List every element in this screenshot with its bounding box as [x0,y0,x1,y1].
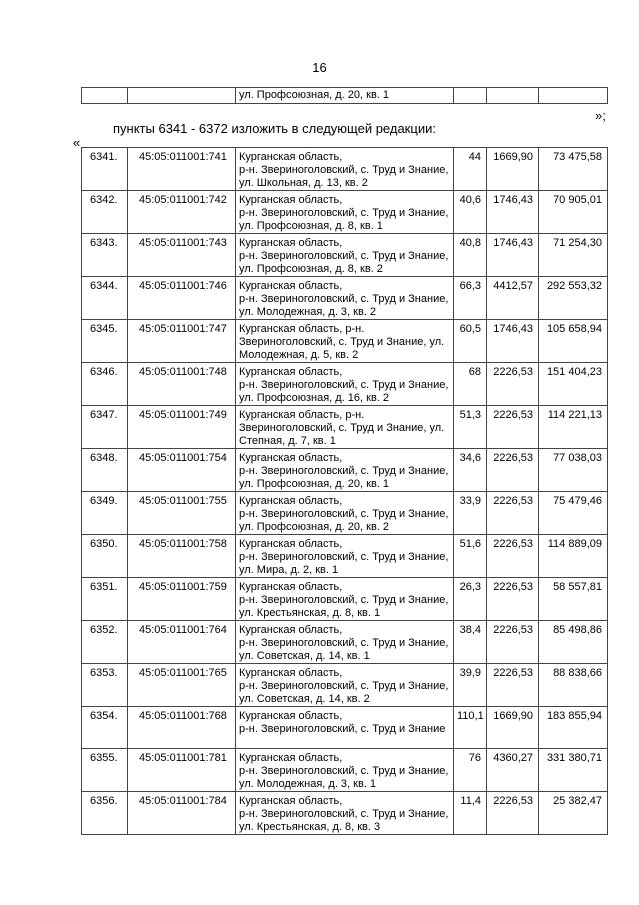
cell-price: 1669,90 [487,707,539,749]
address-line: р-н. Звериноголовский, с. Труд и Знание, [239,637,449,649]
cell-value: 75 479,46 [539,492,608,535]
address-line: Курганская область, [239,452,343,464]
cell-number: 6349. [82,492,128,535]
address-line: Курганская область, [239,495,343,507]
cell-number: 6342. [82,191,128,234]
table-row [82,191,608,234]
cell-address [236,191,454,234]
cell-cadastral: 45:05:011001:741 [128,148,236,191]
cell-value: 77 038,03 [539,449,608,492]
cell-address: ул. Профсоюзная, д. 20, кв. 1 [236,88,454,104]
cell-cadastral: 45:05:011001:747 [128,320,236,363]
cell-address [236,707,454,749]
cell-address [236,578,454,621]
cell-value: 114 889,09 [539,535,608,578]
cell-price: 1669,90 [487,148,539,191]
cell-value: 71 254,30 [539,234,608,277]
cell-number [82,88,128,104]
address-line: Курганская область, [239,667,343,679]
cell-value: 331 380,71 [539,749,608,792]
property-table [81,147,608,835]
cell-number: 6344. [82,277,128,320]
address-line: Курганская область, [239,624,343,636]
cell-price: 2226,53 [487,363,539,406]
table-row [82,749,608,792]
address-line: Курганская область, [239,366,343,378]
cell-area: 44 [454,148,487,191]
table-row [82,492,608,535]
table-row [82,707,608,749]
closing-quote: »; [595,108,606,123]
cell-cadastral: 45:05:011001:758 [128,535,236,578]
cell-price: 2226,53 [487,535,539,578]
cell-address [236,749,454,792]
cell-area: 60,5 [454,320,487,363]
cell-cadastral: 45:05:011001:765 [128,664,236,707]
address-line: ул. Профсоюзная, д. 20, кв. 2 [239,521,390,533]
address-line: Степная, д. 7, кв. 1 [239,435,336,447]
cell-value: 183 855,94 [539,707,608,749]
cell-price: 2226,53 [487,664,539,707]
cell-area: 39,9 [454,664,487,707]
cell-price: 2226,53 [487,578,539,621]
cell-price: 4360,27 [487,749,539,792]
cell-number: 6355. [82,749,128,792]
cell-value: 151 404,23 [539,363,608,406]
cell-value: 88 838,66 [539,664,608,707]
cell-price: 2226,53 [487,449,539,492]
cell-value: 25 382,47 [539,792,608,835]
cell-area: 33,9 [454,492,487,535]
address-line: р-н. Звериноголовский, с. Труд и Знание, [239,594,449,606]
cell-value: 58 557,81 [539,578,608,621]
address-line: р-н. Звериноголовский, с. Труд и Знание, [239,508,449,520]
address-line: Курганская область, [239,194,343,206]
cell-number: 6350. [82,535,128,578]
address-line: р-н. Звериноголовский, с. Труд и Знание, [239,293,449,305]
address-line: ул. Профсоюзная, д. 20, кв. 1 [239,478,390,490]
cell-number: 6354. [82,707,128,749]
address-line: ул. Крестьянская, д. 8, кв. 3 [239,821,381,833]
continuation-row [82,88,608,104]
cell-value: 292 553,32 [539,277,608,320]
cell-value: 114 221,13 [539,406,608,449]
cell-number: 6345. [82,320,128,363]
table-row [82,535,608,578]
address-line: Курганская область, [239,237,343,249]
address-line: ул. Профсоюзная, д. 16, кв. 2 [239,392,390,404]
cell-cadastral: 45:05:011001:759 [128,578,236,621]
cell-price: 2226,53 [487,792,539,835]
address-line: ул. Профсоюзная, д. 8, кв. 1 [239,220,383,232]
cell-address [236,664,454,707]
cell-area: 38,4 [454,621,487,664]
address-line: Курганская область, [239,795,343,807]
cell-address [236,148,454,191]
cell-cadastral: 45:05:011001:754 [128,449,236,492]
cell-area: 76 [454,749,487,792]
address-line: Курганская область, [239,538,343,550]
cell-cadastral: 45:05:011001:784 [128,792,236,835]
cell-cadastral: 45:05:011001:743 [128,234,236,277]
cell-address [236,363,454,406]
page-number: 16 [312,60,327,75]
cell-price: 1746,43 [487,320,539,363]
instruction-text: пункты 6341 - 6372 изложить в следующей редакции: [113,121,436,136]
table-row [82,320,608,363]
address-line: Звериноголовский, с. Труд и Знание, ул. [239,422,445,434]
cell-address [236,792,454,835]
address-line: р-н. Звериноголовский, с. Труд и Знание, [239,465,449,477]
address-line: р-н. Звериноголовский, с. Труд и Знание [239,723,446,735]
cell-number: 6353. [82,664,128,707]
cell-address [236,234,454,277]
address-line: р-н. Звериноголовский, с. Труд и Знание, [239,765,449,777]
address-line: р-н. Звериноголовский, с. Труд и Знание, [239,379,449,391]
cell-value: 85 498,86 [539,621,608,664]
cell-number: 6347. [82,406,128,449]
cell-number: 6346. [82,363,128,406]
cell-number: 6348. [82,449,128,492]
address-line: ул. Крестьянская, д. 8, кв. 1 [239,607,381,619]
table-row [82,621,608,664]
cell-address [236,621,454,664]
table-row [82,406,608,449]
table-row [82,234,608,277]
table-row [82,578,608,621]
table-row [82,792,608,835]
cell-address [236,320,454,363]
address-line: ул. Школьная, д. 13, кв. 2 [239,177,368,189]
address-line: р-н. Звериноголовский, с. Труд и Знание, [239,808,449,820]
cell-address [236,492,454,535]
cell-area: 51,3 [454,406,487,449]
cell-area: 11,4 [454,792,487,835]
cell-price: 2226,53 [487,406,539,449]
cell-cadastral: 45:05:011001:742 [128,191,236,234]
address-line: Курганская область, [239,581,343,593]
address-line: р-н. Звериноголовский, с. Труд и Знание, [239,250,449,262]
address-line: Курганская область, [239,710,343,722]
table-row [82,277,608,320]
address-line: ул. Молодежная, д. 3, кв. 1 [239,778,377,790]
cell-area: 34,6 [454,449,487,492]
cell-area: 40,6 [454,191,487,234]
cell-value: 73 475,58 [539,148,608,191]
address-line: ул. Мира, д. 2, кв. 1 [239,564,339,576]
cell-cadastral: 45:05:011001:768 [128,707,236,749]
cell-value: 105 658,94 [539,320,608,363]
address-line: Курганская область, р-н. [239,323,365,335]
cell-number: 6356. [82,792,128,835]
cell-value: 70 905,01 [539,191,608,234]
cell-number: 6343. [82,234,128,277]
address-line: ул. Профсоюзная, д. 8, кв. 2 [239,263,383,275]
cell-area: 40,8 [454,234,487,277]
address-line: Звериноголовский, с. Труд и Знание, ул. [239,336,445,348]
table-row [82,363,608,406]
cell-address [236,535,454,578]
address-line: Курганская область, [239,151,343,163]
cell-price: 1746,43 [487,234,539,277]
cell-cadastral: 45:05:011001:749 [128,406,236,449]
address-line: Курганская область, р-н. [239,409,365,421]
table-row [82,148,608,191]
address-line: Курганская область, [239,752,343,764]
cell-price: 1746,43 [487,191,539,234]
cell-value [539,88,608,104]
cell-price: 4412,57 [487,277,539,320]
cell-cadastral: 45:05:011001:755 [128,492,236,535]
address-line: ул. Молодежная, д. 3, кв. 2 [239,306,377,318]
cell-area: 68 [454,363,487,406]
address-line: ул. Советская, д. 14, кв. 2 [239,693,370,705]
cell-cadastral: 45:05:011001:764 [128,621,236,664]
cell-price: 2226,53 [487,621,539,664]
cell-cadastral [128,88,236,104]
cell-price [487,88,539,104]
address-line: ул. Советская, д. 14, кв. 1 [239,650,370,662]
cell-area: 51,6 [454,535,487,578]
cell-address [236,277,454,320]
continuation-table [81,87,608,104]
opening-quote: « [73,135,81,150]
cell-area: 110,1 [454,707,487,749]
cell-address [236,406,454,449]
cell-cadastral: 45:05:011001:746 [128,277,236,320]
address-line: Молодежная, д. 5, кв. 2 [239,349,359,361]
address-line: р-н. Звериноголовский, с. Труд и Знание, [239,207,449,219]
cell-area [454,88,487,104]
cell-area: 66,3 [454,277,487,320]
address-line: р-н. Звериноголовский, с. Труд и Знание, [239,680,449,692]
cell-area: 26,3 [454,578,487,621]
cell-cadastral: 45:05:011001:781 [128,749,236,792]
cell-address [236,449,454,492]
address-line: р-н. Звериноголовский, с. Труд и Знание, [239,551,449,563]
address-line: р-н. Звериноголовский, с. Труд и Знание, [239,164,449,176]
cell-price: 2226,53 [487,492,539,535]
table-row [82,664,608,707]
cell-number: 6341. [82,148,128,191]
address-line: Курганская область, [239,280,343,292]
table-row [82,449,608,492]
cell-number: 6351. [82,578,128,621]
cell-number: 6352. [82,621,128,664]
cell-cadastral: 45:05:011001:748 [128,363,236,406]
